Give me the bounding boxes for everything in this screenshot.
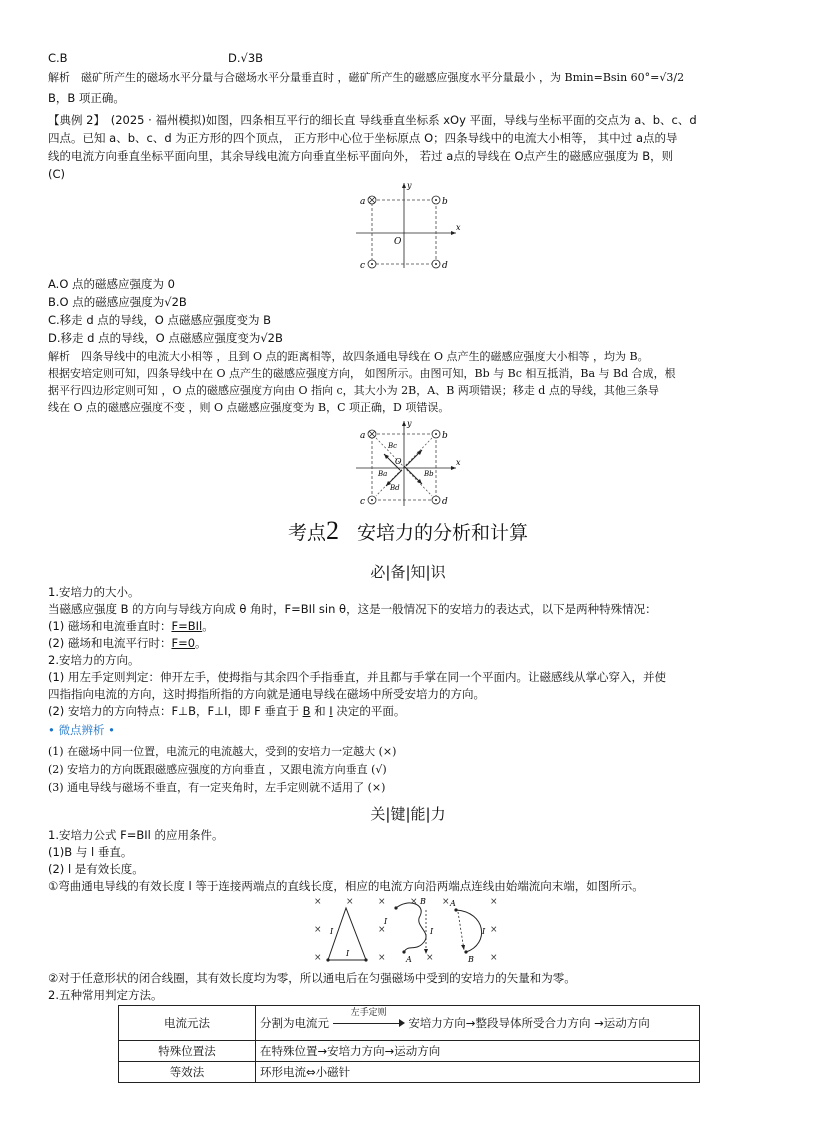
solution-line-4: 线在 O 点的磁感应强度不变 ，则 O 点磁感应强度变为 B，C 项正确，D 项错误。: [48, 401, 450, 414]
fig1-label-a: a: [360, 197, 366, 207]
figure-bent-wires: [310, 894, 510, 968]
ability-line-6: 2.五种常用判定方法。: [48, 988, 163, 1002]
solution-line-2: 根据安培定则可知，四条导线中在 O 点产生的磁感应强度方向， 如图所示。由图可知，Bb 与 Bc 相互抵消，Ba 与 Bd 合成，根: [48, 367, 676, 380]
micro-point-3: (3) 通电导线与磁场不垂直，有一定夹角时，左手定则就不适用了 (×): [48, 781, 386, 794]
fig2-label-o: O: [395, 457, 402, 466]
kaodian-number: 2: [326, 516, 339, 545]
fig2-label-bc: Bc: [388, 442, 398, 450]
svg-text:×: ×: [378, 953, 386, 963]
knowledge-line-7: 四指指向电流的方向，这时拇指所指的方向就是通电导线在磁场中所受安培力的方向。: [48, 687, 485, 701]
svg-text:×: ×: [314, 897, 322, 907]
arrow-with-label: 左手定则: [333, 1017, 405, 1031]
table-row: [119, 1062, 700, 1083]
fig1-label-b: b: [442, 197, 448, 207]
subheading-knowledge: 必|备|知|识: [370, 563, 446, 581]
option-b: B.O 点的磁感应强度为√2B: [48, 295, 187, 309]
table-cell-name: 电流元法: [119, 1006, 256, 1041]
svg-text:×: ×: [426, 953, 434, 963]
fig2-label-bd: Bd: [390, 484, 400, 492]
example-2-answer: (C): [48, 167, 66, 181]
answer-blank: F=BIl: [171, 619, 203, 633]
fig2-label-y: y: [407, 419, 412, 428]
fig3-label-i1: I: [330, 927, 334, 936]
solution-line-1: 解析 四条导线中的电流大小相等 ，且到 O 点的距离相等，故四条通电导线在 O 点产生的磁感应强度大小相等 ，均为 B。: [48, 350, 649, 363]
micro-point-2: (2) 安培力的方向既跟磁感应强度的方向垂直 ，又跟电流方向垂直 (√): [48, 763, 387, 776]
ability-line-5: ②对于任意形状的闭合线圈，其有效长度均为零，所以通电后在匀强磁场中受到的安培力的矢量和为零。: [48, 971, 576, 985]
fig3-label-i4: I: [430, 927, 434, 936]
knowledge-line-6: (1) 用左手定则判定：伸开左手，使拇指与其余四个手指垂直，并且都与手掌在同一个平面内。让磁感线从掌心穿入，并使: [48, 670, 666, 684]
svg-text:×: ×: [314, 953, 322, 963]
section-heading: [0, 518, 816, 546]
ability-line-4: ①弯曲通电导线的有效长度 l 等于连接两端点的直线长度，相应的电流方向沿两端点连线由始端流向末端，如图所示。: [48, 879, 644, 893]
svg-text:×: ×: [490, 897, 498, 907]
ability-line-3: (2) l 是有效长度。: [48, 862, 144, 876]
knowledge-line-8: (2) 安培力的方向特点：F⊥B，F⊥I，即 F 垂直于 B 和 I 决定的平面。: [48, 704, 406, 718]
example-2-line-3: 线的电流方向垂直坐标平面向里，其余导线电流方向垂直坐标平面向外， 若过 a点的导线在 O点产生的磁感应强度为 B，则: [48, 149, 674, 163]
explanation-line-2: B，B 项正确。: [48, 91, 125, 105]
figure-square-wires: [352, 180, 464, 272]
subheading-ability: 关|键|能|力: [370, 805, 446, 823]
fig1-label-d: d: [442, 261, 448, 271]
knowledge-line-5: 2.安培力的方向。: [48, 653, 140, 667]
svg-text:×: ×: [490, 925, 498, 935]
fig2-label-b: b: [442, 431, 448, 441]
svg-text:×: ×: [442, 897, 450, 907]
fig3-label-b: B: [420, 897, 426, 906]
table-cell-name: 等效法: [119, 1062, 256, 1083]
kaodian-prefix: 考点: [287, 522, 326, 544]
fig2-label-c: c: [360, 497, 366, 507]
answer-blank: F=0: [171, 636, 196, 650]
table-cell-content: 分割为电流元 左手定则 安培力方向→整段导体所受合力方向 →运动方向: [256, 1006, 700, 1041]
figure-field-vectors: [352, 418, 464, 510]
fig2-label-d: d: [442, 497, 448, 507]
fig1-label-x: x: [456, 223, 461, 232]
fig3-label-a: A: [450, 899, 456, 908]
answer-blank: B: [302, 704, 311, 718]
svg-text:×: ×: [378, 897, 386, 907]
answer-blank: I: [329, 704, 333, 718]
knowledge-line-2: 当磁感应强度 B 的方向与导线方向成 θ 角时，F=BIl sin θ，这是一般情况下的安培力的表达式，以下是两种特殊情况：: [48, 602, 657, 616]
svg-text:×: ×: [490, 953, 498, 963]
option-a: A.O 点的磁感应强度为 0: [48, 277, 175, 291]
solution-line-3: 据平行四边形定则可知 ，O 点的磁感应强度方向由 O 指向 c，其大小为 2B，A、B 两项错误；移走 d 点的导线，其他三条导: [48, 384, 659, 397]
knowledge-line-4: (2) 磁场和电流平行时：F=0。: [48, 636, 207, 650]
kaodian-title: 安培力的分析和计算: [357, 522, 529, 544]
explanation-line-1: 解析 磁矿所产生的磁场水平分量与合磁场水平分量垂直时 ，磁矿所产生的磁感应强度水平分量最小 ，为 Bmin=Bsin 60°=√3/2: [48, 71, 685, 84]
micro-point-label: • 微点辨析 •: [48, 723, 115, 737]
fig3-label-a2: A: [406, 955, 412, 964]
svg-text:×: ×: [346, 897, 354, 907]
option-c-prev: C.B: [48, 51, 68, 65]
table-cell-content: 环形电流⇔小磁针: [256, 1062, 700, 1083]
fig2-label-ba: Ba: [378, 470, 388, 478]
fig2-label-x: x: [456, 458, 461, 467]
option-c: C.移走 d 点的导线，O 点磁感应强度变为 B: [48, 313, 272, 327]
option-d-prev: D.√3B: [228, 51, 264, 65]
ability-line-2: (1)B 与 l 垂直。: [48, 845, 133, 859]
svg-text:×: ×: [410, 897, 418, 907]
svg-text:×: ×: [378, 925, 386, 935]
table-row: [119, 1006, 700, 1041]
table-row: [119, 1041, 700, 1062]
fig1-label-c: c: [360, 261, 366, 271]
micro-point-1: (1) 在磁场中同一位置，电流元的电流越大，受到的安培力一定越大 (×): [48, 745, 397, 758]
fig2-label-a: a: [360, 431, 366, 441]
option-d: D.移走 d 点的导线，O 点磁感应强度变为√2B: [48, 331, 283, 345]
methods-table: [118, 1005, 700, 1083]
fig3-label-b2: B: [468, 955, 474, 964]
fig1-label-o: O: [394, 237, 402, 247]
table-cell-name: 特殊位置法: [119, 1041, 256, 1062]
fig3-label-i2: I: [346, 949, 350, 958]
fig1-label-y: y: [407, 181, 412, 190]
knowledge-line-1: 1.安培力的大小。: [48, 585, 140, 599]
example-2-line-1: 【典例 2】 (2025 · 福州模拟)如图，四条相互平行的细长直 导线垂直坐标系 xOy 平面，导线与坐标平面的交点为 a、b、c、d: [48, 113, 697, 127]
ability-line-1: 1.安培力公式 F=BIl 的应用条件。: [48, 828, 224, 842]
example-2-line-2: 四点。已知 a、b、c、d 为正方形的四个顶点， 正方形中心位于坐标原点 O；四条导线中的电流大小相等， 其中过 a点的导: [48, 131, 678, 145]
svg-text:×: ×: [314, 925, 322, 935]
fig3-label-i5: I: [482, 927, 486, 936]
fig3-label-i3: I: [384, 917, 388, 926]
table-cell-content: 在特殊位置→安培力方向→运动方向: [256, 1041, 700, 1062]
fig2-label-bb: Bb: [424, 470, 434, 478]
knowledge-line-3: (1) 磁场和电流垂直时：F=BIl。: [48, 619, 214, 633]
